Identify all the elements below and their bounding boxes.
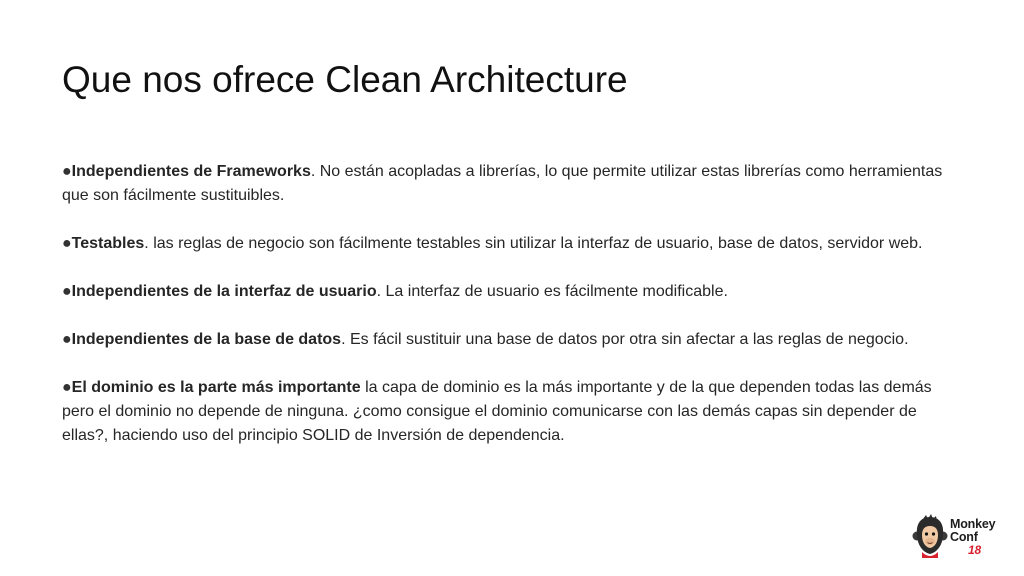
bullet-text: . No están acopladas a librerías, lo que permite utilizar estas librerías como herramientas que son fácilmente sustituibles. [62,163,943,204]
bullet-item [62,160,962,208]
bullet-item [62,328,962,352]
logo-line-conf: Conf [950,530,978,544]
logo-line-monkey: Monkey [950,517,996,531]
bullet-dot: ● [62,379,72,396]
bullet-heading: Testables [71,235,145,252]
bullet-list [62,160,962,472]
bullet-dot: ● [62,163,72,180]
bullet-heading: Independientes de la interfaz de usuario [71,283,377,300]
bullet-dot: ● [62,235,72,252]
bullet-heading: El dominio es la parte más importante [71,379,361,396]
monkey-head-icon [912,514,948,560]
bullet-heading: Independientes de la base de datos [71,331,342,348]
logo-year: 18 [968,543,981,557]
bullet-text: la capa de dominio es la más importante y de la que dependen todas las demás pero el dominio no depende de ninguna. ¿como consigue el dominio comunicarse con las demás capas sin depender de ellas?, haciendo uso del principio SOLID de Inversión de dependencia. [62,379,932,444]
logo-text [950,518,995,557]
bullet-item [62,280,962,304]
bullet-text: . Es fácil sustituir una base de datos por otra sin afectar a las reglas de negocio. [341,331,909,348]
monkeyconf-logo [912,514,1008,562]
bullet-text: . las reglas de negocio son fácilmente testables sin utilizar la interfaz de usuario, base de datos, servidor web. [144,235,923,252]
bullet-dot: ● [62,283,72,300]
bullet-item [62,232,962,256]
bullet-heading: Independientes de Frameworks [71,163,311,180]
slide-title: Que nos ofrece Clean Architecture [62,59,628,100]
bullet-text: . La interfaz de usuario es fácilmente modificable. [376,283,728,300]
bullet-item [62,376,962,448]
bullet-dot: ● [62,331,72,348]
